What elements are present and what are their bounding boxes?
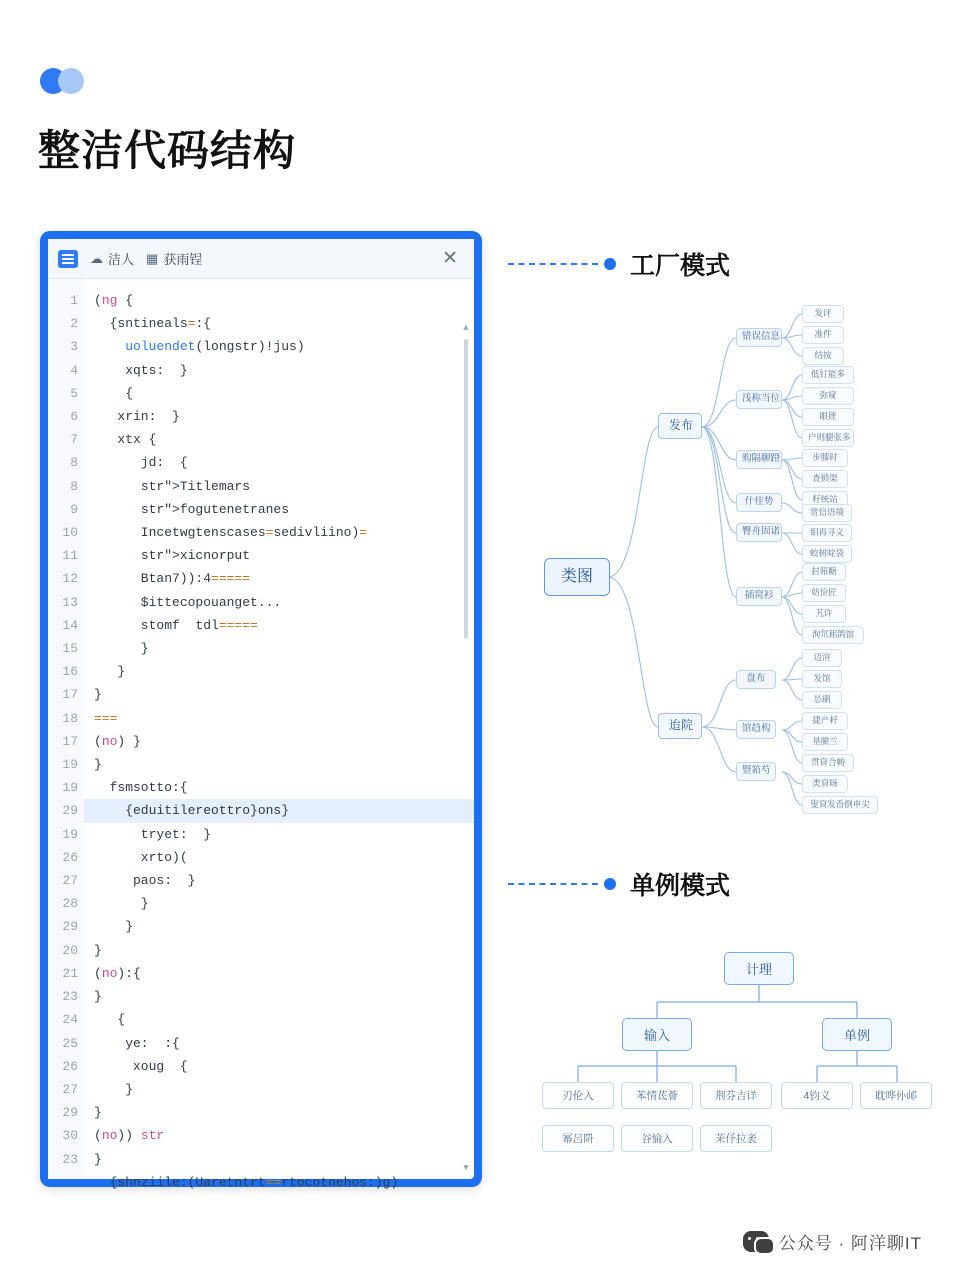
singleton-leaf-r0-c1: 苯情茋薈 — [621, 1082, 693, 1109]
code-line: } — [94, 1081, 134, 1097]
line-number: 11 — [62, 548, 78, 564]
code-line: xtx { — [94, 432, 157, 448]
singleton-level2-0: 输入 — [622, 1018, 692, 1051]
factory-group-0-3: 什佳势 — [736, 493, 782, 512]
page-title: 整洁代码结构 — [38, 127, 297, 174]
code-line: {sntineals=:{ — [94, 316, 212, 332]
factory-group-0-4: 臀舟固诺 — [736, 523, 782, 542]
factory-leaf-1-0-1: 发馆 — [802, 670, 842, 688]
footer-text: 公众号 · 阿洋聊IT — [778, 1234, 922, 1253]
line-number: 12 — [62, 571, 78, 587]
bullet-factory — [604, 258, 616, 270]
factory-leaf-0-0-2: 结按 — [802, 347, 844, 365]
factory-leaf-0-4-0: 钼再寻义 — [802, 524, 852, 542]
line-number: 26 — [62, 849, 78, 865]
line-number: 2 — [70, 316, 78, 332]
factory-leaf-1-1-0: 捷产耔 — [802, 712, 848, 730]
factory-group-0-1: 浅称当位 — [736, 390, 782, 409]
code-body — [48, 279, 474, 1190]
line-number: 6 — [70, 409, 78, 425]
factory-leaf-0-0-0: 发评 — [802, 305, 844, 323]
wechat-icon — [743, 1231, 769, 1252]
line-number-gutter — [48, 279, 84, 1179]
factory-group-1-2: 豎筘芍 — [736, 762, 776, 781]
menu-icon[interactable] — [58, 250, 78, 268]
line-number: 25 — [62, 1035, 78, 1051]
code-line: } — [94, 1105, 102, 1121]
singleton-leaf-right-1: 耽哗仦邖 — [860, 1082, 932, 1109]
line-number: 24 — [62, 1012, 78, 1028]
grid-icon: ▦ — [146, 250, 159, 266]
line-number: 14 — [62, 617, 78, 633]
factory-mindmap-edges — [530, 300, 930, 810]
factory-branch-1: 迨院 — [658, 713, 702, 739]
code-line: } — [94, 664, 126, 680]
factory-leaf-0-2-1: 查锁渠 — [802, 470, 848, 488]
factory-group-0-5: 插窝衫 — [736, 587, 782, 606]
factory-leaf-0-1-0: 低钉能多 — [802, 366, 854, 384]
factory-group-1-0: 盘布 — [736, 670, 776, 689]
code-line: {eduitilereottro}ons} — [84, 799, 474, 822]
code-line: } — [94, 641, 149, 657]
titlebar-item-0-label: 洁人 — [108, 252, 135, 267]
singleton-root-node: 计理 — [724, 952, 794, 985]
code-line: { — [94, 1012, 126, 1028]
line-number: 29 — [62, 919, 78, 935]
code-line: Incetwgtenscases=sedivliino)= — [94, 525, 368, 541]
factory-leaf-0-0-1: 准件 — [802, 326, 844, 344]
code-line: xrin: } — [94, 409, 180, 425]
code-line: xoug { — [94, 1058, 188, 1074]
line-number: 10 — [62, 525, 78, 541]
factory-leaf-0-2-2: 籽统站 — [802, 491, 848, 509]
factory-leaf-0-5-2: 艽许 — [802, 605, 846, 623]
line-number: 28 — [62, 896, 78, 912]
factory-leaf-0-5-1: 妨俭匠 — [802, 584, 846, 602]
factory-root-node: 类图 — [544, 558, 610, 596]
code-line: xrto)( — [94, 849, 188, 865]
line-number: 15 — [62, 641, 78, 657]
line-number: 4 — [70, 362, 78, 378]
code-line: fsmsotto:{ — [94, 780, 188, 796]
code-line: $ittecopouanget... — [94, 594, 282, 610]
code-window-titlebar — [48, 239, 474, 279]
factory-mindmap — [530, 300, 930, 810]
code-line: (no):{ — [94, 965, 141, 981]
code-editor-area[interactable] — [84, 279, 474, 1190]
code-scrollbar[interactable] — [461, 323, 471, 1173]
code-line: (no) } — [94, 733, 141, 749]
line-number: 5 — [70, 385, 78, 401]
code-line: Btan7)):4===== — [94, 571, 251, 587]
code-line: } — [94, 687, 102, 703]
factory-leaf-0-4-1: 蛟树啶袋 — [802, 545, 852, 563]
footer — [743, 1229, 922, 1254]
factory-leaf-1-1-2: 贯窅合帱 — [802, 754, 854, 772]
singleton-level2-1: 单例 — [822, 1018, 892, 1051]
code-line: str">xicnorput — [140, 548, 251, 564]
code-line: } — [94, 942, 102, 958]
line-number: 3 — [70, 339, 78, 355]
section-factory-header — [508, 246, 730, 282]
code-line: uoluendet(longstr)!jus) — [125, 339, 305, 355]
line-number: 30 — [62, 1128, 78, 1144]
line-number: 8 — [70, 478, 78, 494]
factory-group-1-1: 馆趋构 — [736, 720, 776, 739]
scroll-up-icon[interactable]: ▲ — [463, 323, 469, 333]
singleton-leaf-r1-c1: 谷愉入 — [621, 1125, 693, 1152]
factory-leaf-0-1-3: 户则腿张多 — [802, 429, 854, 447]
code-line: ye: :{ — [94, 1035, 180, 1051]
singleton-leaf-right-0: 4钧义 — [781, 1082, 853, 1109]
line-number: 19 — [62, 826, 78, 842]
scroll-thumb[interactable] — [464, 339, 468, 639]
line-number: 20 — [62, 942, 78, 958]
line-number: 9 — [70, 501, 78, 517]
code-line: jd: { — [94, 455, 188, 471]
factory-leaf-0-1-1: 弥窥 — [802, 387, 854, 405]
factory-leaf-1-0-0: 迈渲 — [802, 649, 842, 667]
titlebar-item-1[interactable] — [146, 249, 202, 268]
code-line: (ng { — [94, 293, 134, 308]
code-line: (no)) str — [94, 1128, 165, 1144]
singleton-diagram — [530, 940, 940, 1180]
code-line: { — [94, 385, 134, 401]
factory-leaf-1-2-0: 类窅旸 — [802, 775, 848, 793]
singleton-leaf-r0-c2: 荆芬吉详 — [700, 1082, 772, 1109]
line-number: 29 — [62, 803, 78, 819]
connector-dash-factory — [508, 263, 598, 265]
line-number: 19 — [62, 780, 78, 796]
singleton-leaf-r1-c0: 幂呂阩 — [542, 1125, 614, 1152]
line-number: 18 — [62, 710, 78, 726]
line-number: 19 — [62, 757, 78, 773]
titlebar-item-1-label: 获雨锃 — [163, 252, 203, 267]
factory-leaf-0-5-0: 封筘糖 — [802, 563, 846, 581]
code-line: stomf tdl===== — [94, 617, 258, 633]
factory-leaf-0-2-0: 步膝时 — [802, 449, 848, 467]
code-line: {shnziile:(Uaretntrt==rtocotnehos:)g) — [94, 1174, 399, 1190]
connector-dash-singleton — [508, 883, 598, 885]
code-line: paos: } — [94, 873, 196, 889]
scroll-down-icon[interactable]: ▼ — [463, 1163, 469, 1173]
code-window-frame — [40, 231, 482, 1190]
code-line: str">Titlemars — [140, 478, 251, 494]
line-number: 23 — [62, 1151, 78, 1167]
section-title-singleton: 单例模式 — [630, 872, 731, 900]
line-number: 8 — [70, 455, 78, 471]
singleton-leaf-r0-c0: 刃伦入 — [542, 1082, 614, 1109]
line-number: 26 — [62, 1058, 78, 1074]
code-line: tryet: } — [94, 826, 212, 842]
line-number: 23 — [62, 989, 78, 1005]
code-line: } — [94, 919, 134, 935]
logo — [40, 68, 86, 94]
singleton-leaf-r1-c2: 苿伃拉袤 — [700, 1125, 772, 1152]
factory-group-0-2: 购隔聊蹬 — [736, 450, 782, 469]
code-line: xqts: } — [94, 362, 188, 378]
code-line: str">fogutenetranes — [140, 501, 290, 517]
factory-leaf-0-3-0: 赏信语境 — [802, 504, 852, 522]
factory-leaf-1-0-2: 怂刷 — [802, 691, 842, 709]
titlebar-item-0[interactable] — [90, 249, 134, 268]
code-line: } — [94, 757, 102, 773]
code-line: === — [94, 710, 118, 726]
logo-dot-secondary — [58, 68, 84, 94]
close-icon[interactable]: ✕ — [442, 248, 458, 269]
bullet-singleton — [604, 878, 616, 890]
section-singleton-header — [508, 866, 730, 902]
section-title-factory: 工厂模式 — [630, 252, 731, 280]
factory-group-0-0: 错误信息 — [736, 328, 782, 347]
line-number: 13 — [62, 594, 78, 610]
factory-leaf-0-1-2: 眼锉 — [802, 408, 854, 426]
line-number: 7 — [70, 432, 78, 448]
line-number: 16 — [62, 664, 78, 680]
factory-branch-0: 发布 — [658, 413, 702, 439]
cloud-icon: ☁ — [90, 250, 103, 266]
line-number: 29 — [62, 1105, 78, 1121]
factory-leaf-0-5-3: 洵氘耜鸽馆 — [802, 626, 864, 644]
line-number: 21 — [62, 965, 78, 981]
factory-leaf-1-1-1: 垦臉兰 — [802, 733, 848, 751]
line-number: 1 — [70, 293, 78, 308]
code-line: } — [94, 989, 102, 1005]
code-line: } — [94, 896, 149, 912]
line-number: 17 — [62, 687, 78, 703]
code-window — [48, 239, 474, 1190]
line-number: 17 — [62, 733, 78, 749]
line-number: 27 — [62, 873, 78, 889]
line-number: 27 — [62, 1081, 78, 1097]
factory-leaf-1-2-1: 叟窅发岙倒申尖 — [802, 796, 878, 814]
code-line: } — [94, 1151, 102, 1167]
